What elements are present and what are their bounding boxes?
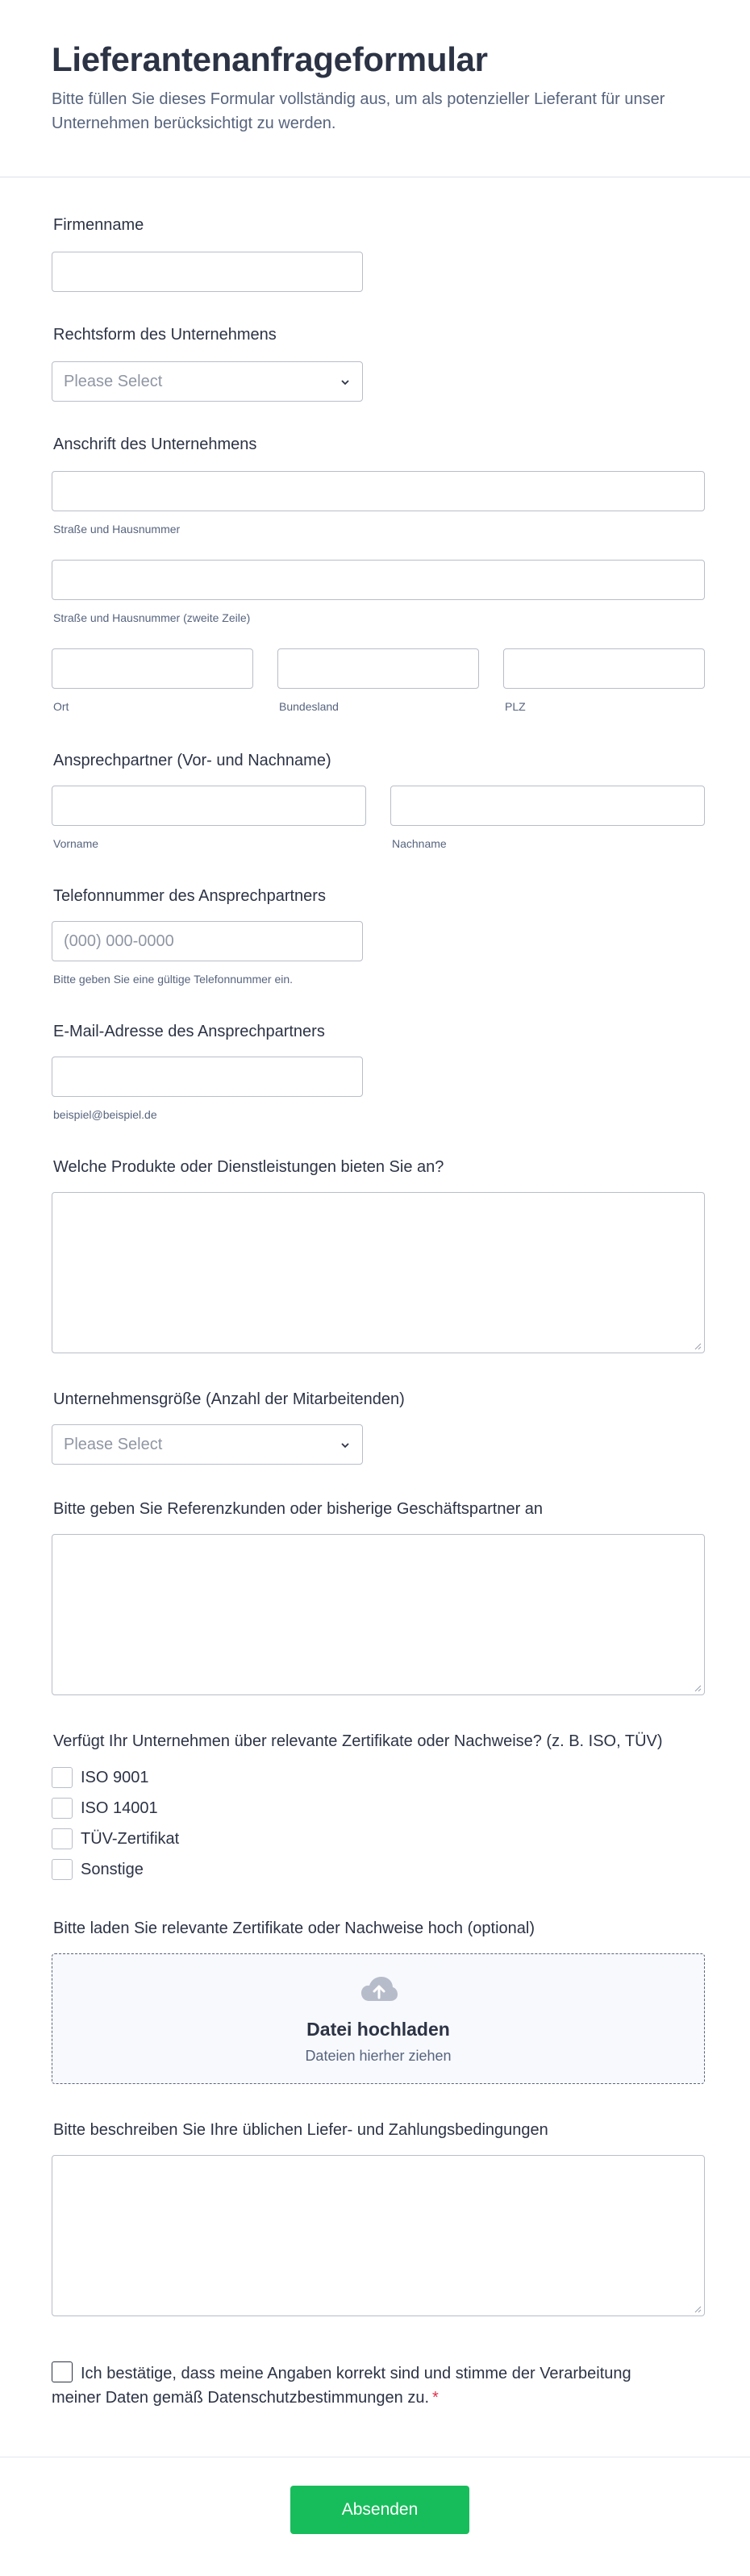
- zip-sublabel: PLZ: [505, 700, 526, 713]
- certificate-option-label: TÜV-Zertifikat: [81, 1829, 180, 1848]
- address-label: Anschrift des Unternehmens: [53, 436, 257, 453]
- phone-input[interactable]: [52, 921, 363, 961]
- contact-label: Ansprechpartner (Vor- und Nachname): [53, 752, 331, 769]
- street1-sublabel: Straße und Hausnummer: [53, 523, 181, 536]
- chevron-down-icon: [340, 1440, 351, 1451]
- last-name-input[interactable]: [390, 786, 705, 826]
- checkbox[interactable]: [52, 1859, 73, 1880]
- email-hint: beispiel@beispiel.de: [53, 1108, 157, 1121]
- city-input[interactable]: [52, 648, 253, 689]
- phone-hint: Bitte geben Sie eine gültige Telefonnummer ein.: [53, 973, 294, 986]
- references-label: Bitte geben Sie Referenzkunden oder bisherige Geschäftspartner an: [53, 1500, 544, 1518]
- consent-checkbox[interactable]: [52, 2361, 73, 2382]
- legal-form-select[interactable]: [52, 361, 363, 402]
- first-name-sublabel: Vorname: [53, 837, 99, 850]
- terms-textarea[interactable]: [52, 2155, 705, 2316]
- submit-button[interactable]: Absenden: [290, 2486, 469, 2534]
- phone-label: Telefonnummer des Ansprechpartners: [53, 887, 326, 905]
- legal-form-label: Rechtsform des Unternehmens: [53, 326, 277, 344]
- legal-form-selected: Please Select: [64, 373, 163, 390]
- street2-sublabel: Straße und Hausnummer (zweite Zeile): [53, 611, 251, 624]
- email-label: E-Mail-Adresse des Ansprechpartners: [53, 1023, 325, 1040]
- upload-title: Datei hochladen: [306, 2019, 450, 2040]
- state-input[interactable]: [277, 648, 479, 689]
- certificate-option[interactable]: [52, 1797, 158, 1819]
- last-name-sublabel: Nachname: [392, 837, 447, 850]
- certificate-option-label: Sonstige: [81, 1860, 144, 1878]
- city-sublabel: Ort: [53, 700, 69, 713]
- file-upload-dropzone[interactable]: [52, 1953, 705, 2084]
- required-mark: *: [432, 2389, 439, 2407]
- checkbox[interactable]: [52, 1798, 73, 1819]
- company-size-select[interactable]: [52, 1424, 363, 1465]
- company-name-input[interactable]: [52, 252, 363, 292]
- certificate-option[interactable]: [52, 1766, 149, 1789]
- form-header: [0, 0, 750, 177]
- company-size-label: Unternehmensgröße (Anzahl der Mitarbeitenden): [53, 1390, 405, 1408]
- checkbox[interactable]: [52, 1767, 73, 1788]
- company-name-label: Firmenname: [53, 216, 144, 234]
- products-label: Welche Produkte oder Dienstleistungen bieten Sie an?: [53, 1158, 444, 1176]
- consent-text: Ich bestätige, dass meine Angaben korrekt sind und stimme der Verarbeitung meiner Daten gemäß Datenschutzbestimmungen zu.: [52, 2365, 631, 2407]
- zip-input[interactable]: [503, 648, 705, 689]
- consent-checkbox-row[interactable]: [52, 2361, 665, 2410]
- state-sublabel: Bundesland: [279, 700, 339, 713]
- company-size-selected: Please Select: [64, 1436, 163, 1453]
- street2-input[interactable]: [52, 560, 705, 600]
- terms-label: Bitte beschreiben Sie Ihre üblichen Liefer- und Zahlungsbedingungen: [53, 2121, 548, 2139]
- page-title: Lieferantenanfrageformular: [52, 40, 488, 78]
- certificate-option[interactable]: [52, 1828, 179, 1850]
- cloud-upload-icon: [360, 1975, 398, 2004]
- chevron-down-icon: [340, 377, 351, 388]
- references-textarea[interactable]: [52, 1534, 705, 1695]
- resize-grip-icon[interactable]: [694, 1342, 702, 1350]
- page-subtitle: Bitte füllen Sie dieses Formular vollständig aus, um als potenzieller Lieferant für unser Unternehmen berücksichtigt zu werden.: [52, 90, 665, 132]
- upload-subtitle: Dateien hierher ziehen: [305, 2048, 452, 2064]
- products-textarea[interactable]: [52, 1192, 705, 1353]
- certificate-option-label: ISO 9001: [81, 1768, 149, 1786]
- street1-input[interactable]: [52, 471, 705, 511]
- resize-grip-icon[interactable]: [694, 2305, 702, 2313]
- resize-grip-icon[interactable]: [694, 1684, 702, 1692]
- checkbox[interactable]: [52, 1828, 73, 1849]
- first-name-input[interactable]: [52, 786, 366, 826]
- certificate-option-label: ISO 14001: [81, 1799, 158, 1817]
- upload-label: Bitte laden Sie relevante Zertifikate oder Nachweise hoch (optional): [53, 1919, 535, 1937]
- certificates-label: Verfügt Ihr Unternehmen über relevante Zertifikate oder Nachweise? (z. B. ISO, TÜV): [53, 1732, 663, 1750]
- certificate-option[interactable]: [52, 1858, 144, 1881]
- email-input[interactable]: [52, 1057, 363, 1097]
